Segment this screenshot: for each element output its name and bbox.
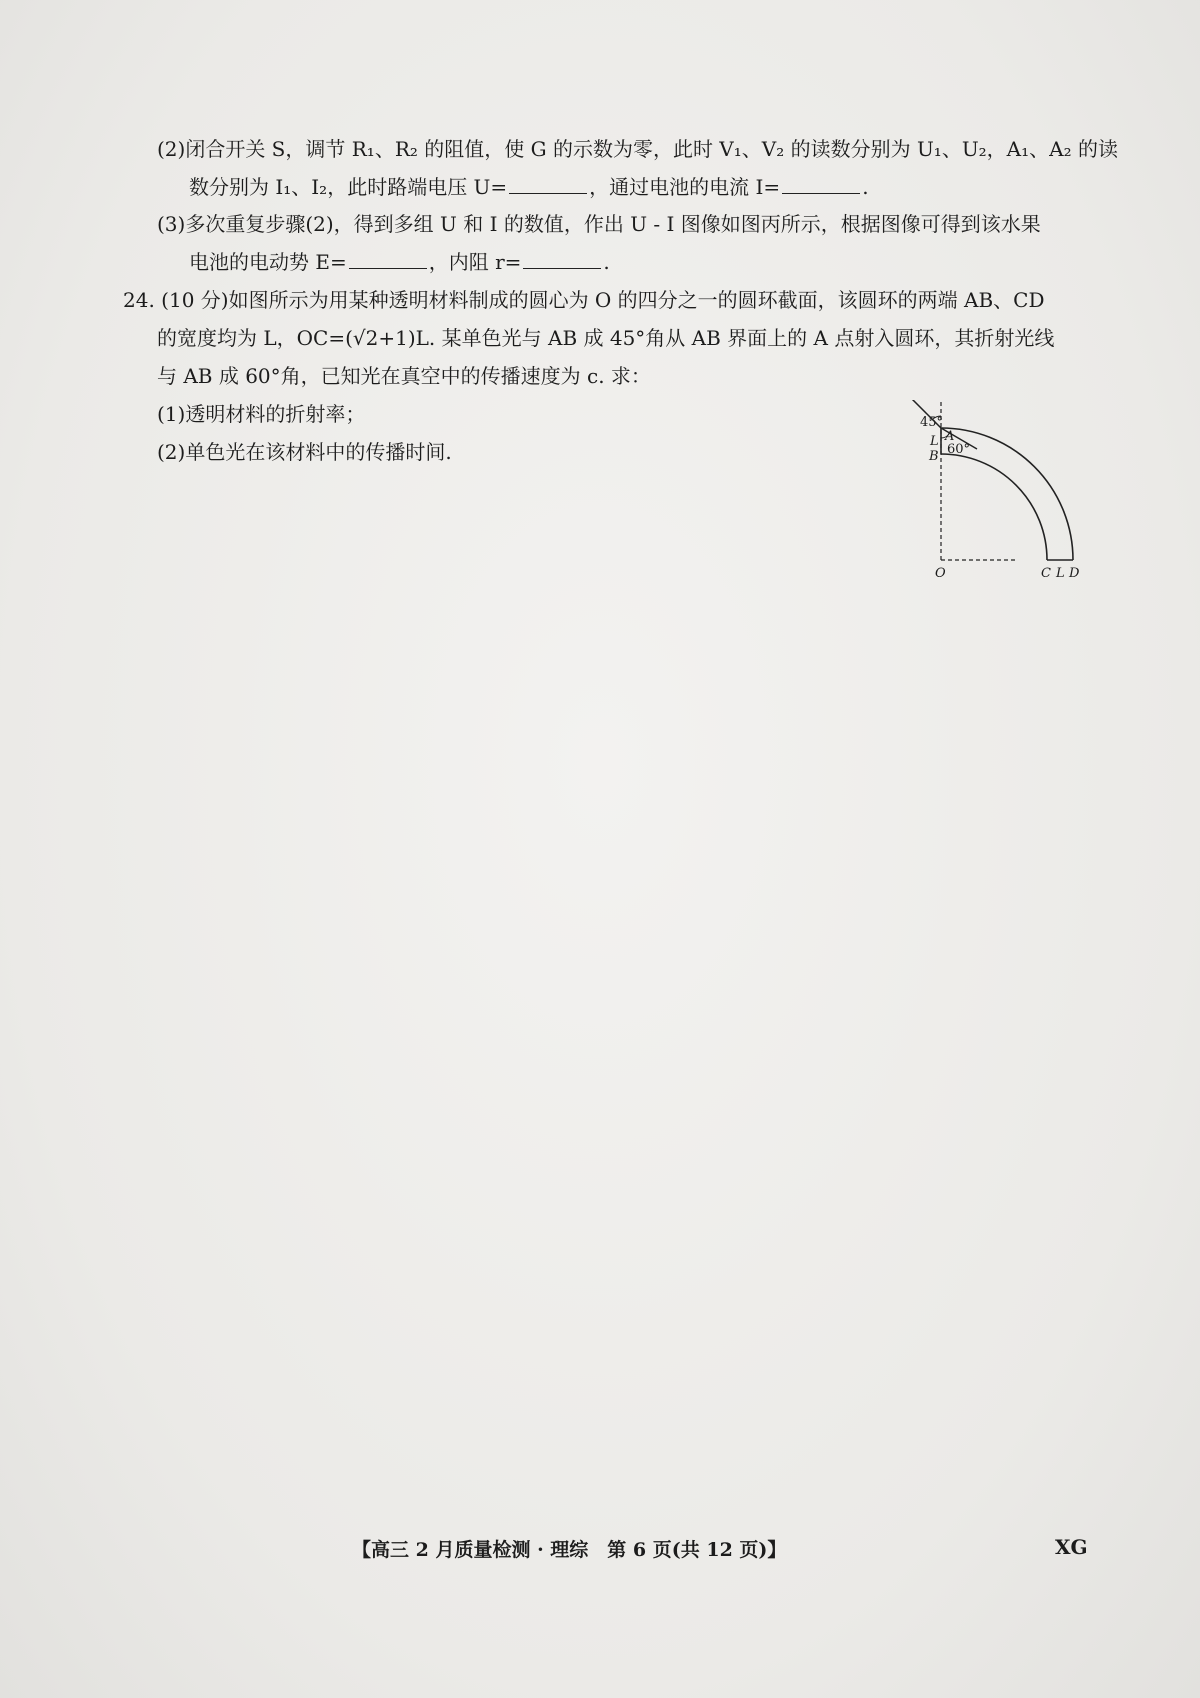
label-C: C xyxy=(1041,566,1051,581)
label-60: 60° xyxy=(947,442,971,457)
q24-stem-line2: 的宽度均为 L，OC=(√2+1)L. 某单色光与 AB 成 45°角从 AB 界面上的 A 点射入圆环，其折射光线 xyxy=(157,326,1055,350)
label-A: A xyxy=(945,429,955,444)
q24-stem-line1: 24. (10 分)如图所示为用某种透明材料制成的圆心为 O 的四分之一的圆环截面，该圆环的两端 AB、CD xyxy=(123,288,1045,312)
answer-blank-r[interactable] xyxy=(523,250,601,269)
q23-part2-text-a: 数分别为 I₁、I₂，此时路端电压 U= xyxy=(189,175,508,199)
q23-part2-text-b: ，通过电池的电流 I= xyxy=(589,175,781,199)
q23-part3-text-b: ，内阻 r= xyxy=(428,250,522,274)
answer-blank-I[interactable] xyxy=(782,175,860,194)
q23-part3-text-a: 电池的电动势 E= xyxy=(189,250,347,274)
answer-blank-U[interactable] xyxy=(509,175,587,194)
label-45: 45° xyxy=(920,415,944,430)
label-D: D xyxy=(1069,566,1080,581)
q23-part2-text-c: . xyxy=(862,175,869,199)
q23-part2-line1: (2)闭合开关 S，调节 R₁、R₂ 的阻值，使 G 的示数为零，此时 V₁、V₂ 的读数分别为 U₁、U₂，A₁、A₂ 的读 xyxy=(157,137,1118,161)
answer-blank-E[interactable] xyxy=(349,250,427,269)
quarter-ring-figure xyxy=(895,400,1085,585)
q23-part3-line1: (3)多次重复步骤(2)，得到多组 U 和 I 的数值，作出 U - I 图像如图丙所示，根据图像可得到该水果 xyxy=(157,212,1041,236)
paper-code: XG xyxy=(1055,1535,1088,1559)
label-L-bottom: L xyxy=(1056,566,1065,581)
label-O: O xyxy=(935,566,946,581)
q24-sub2: (2)单色光在该材料中的传播时间. xyxy=(157,440,452,464)
q23-part3-text-c: . xyxy=(603,250,610,274)
page-footer: 【高三 2 月质量检测 · 理综 第 6 页(共 12 页)】 xyxy=(352,1539,787,1561)
label-B: B xyxy=(929,449,939,464)
q23-part2-line2 xyxy=(189,174,869,200)
q24-sub1: (1)透明材料的折射率； xyxy=(157,402,366,426)
label-L-left: L xyxy=(930,434,939,449)
q24-stem-line3: 与 AB 成 60°角，已知光在真空中的传播速度为 c. 求： xyxy=(157,364,651,388)
inner-arc xyxy=(941,454,1047,560)
q23-part3-line2 xyxy=(189,249,610,275)
